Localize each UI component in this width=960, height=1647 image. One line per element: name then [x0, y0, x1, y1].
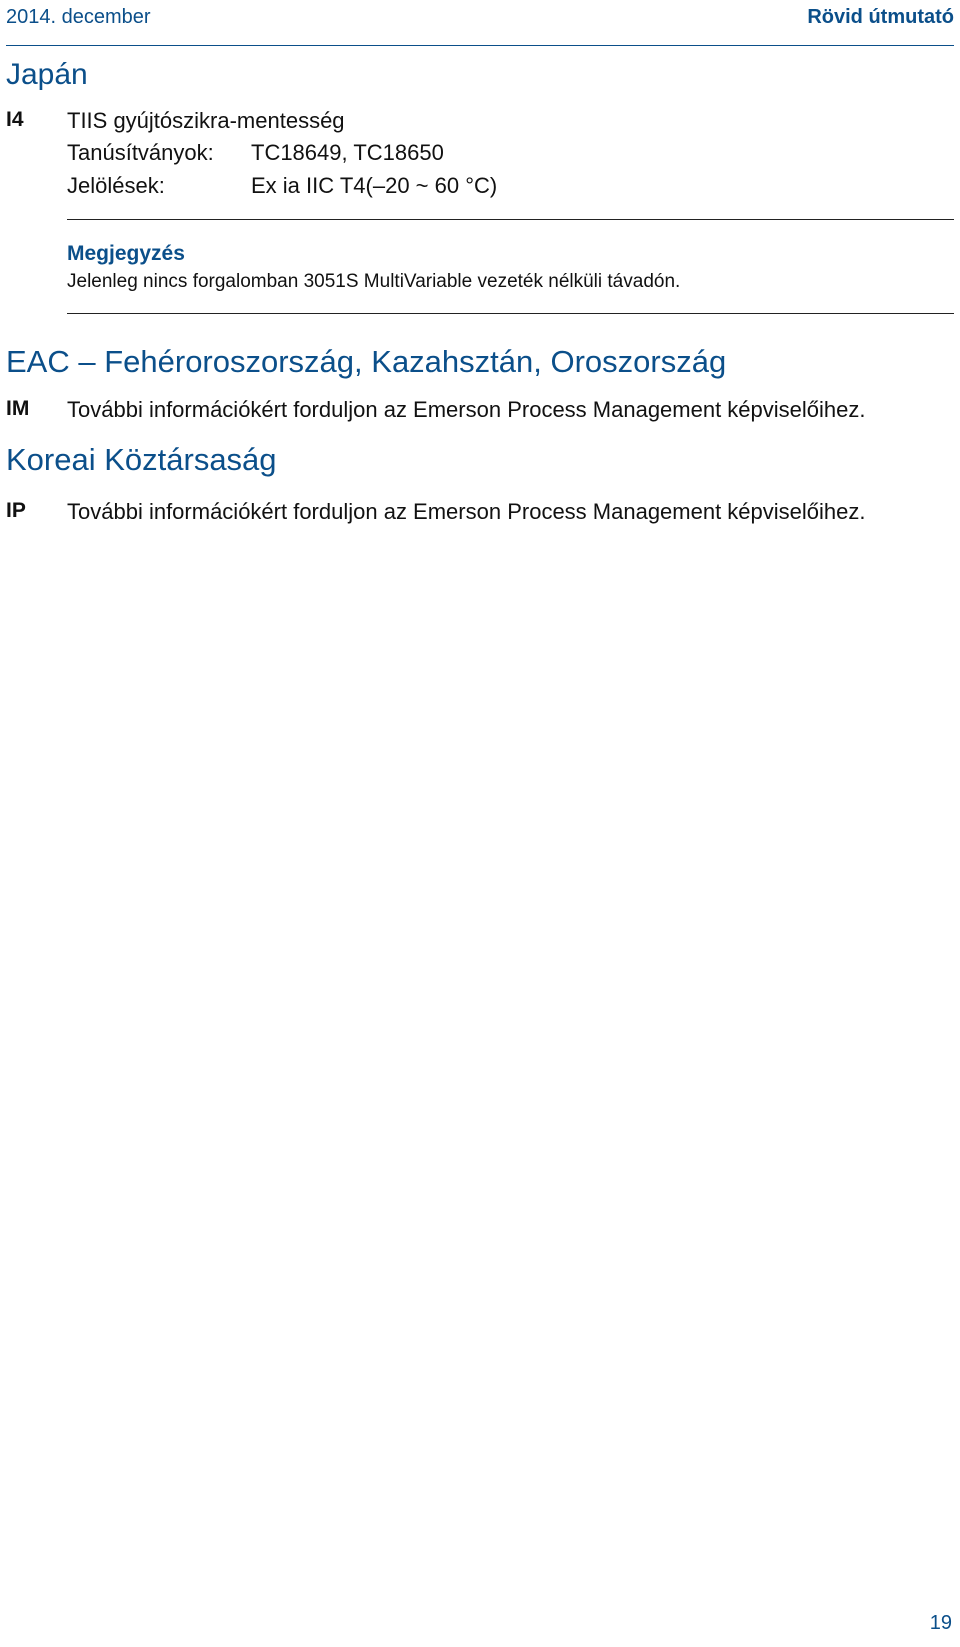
header-date: 2014. december	[6, 6, 151, 28]
markings-value: Ex ia IIC T4(–20 ~ 60 °C)	[251, 173, 498, 198]
note-title: Megjegyzés	[67, 242, 185, 265]
header-divider	[6, 45, 954, 46]
note-bottom-divider	[67, 313, 954, 314]
header-guide-title: Rövid útmutató	[807, 6, 954, 28]
section-title-eac: EAC – Fehéroroszország, Kazahsztán, Oroszország	[6, 344, 727, 379]
note-text: Jelenleg nincs forgalomban 3051S MultiVariable vezeték nélküli távadón.	[67, 271, 681, 292]
certification-code-i4: I4	[6, 108, 24, 131]
section-title-japan: Japán	[6, 58, 88, 91]
markings-label: Jelölések:	[67, 173, 165, 198]
certification-code-im: IM	[6, 397, 30, 420]
korea-contact-text: További információkért forduljon az Emerson Process Management képviselőihez.	[67, 499, 866, 524]
certificates-value: TC18649, TC18650	[251, 140, 444, 165]
certification-name-japan: TIIS gyújtószikra-mentesség	[67, 108, 345, 133]
certificates-label: Tanúsítványok:	[67, 140, 214, 165]
note-top-divider	[67, 219, 954, 220]
page-number: 19	[929, 1612, 952, 1634]
certification-code-ip: IP	[6, 499, 26, 522]
eac-contact-text: További információkért forduljon az Emerson Process Management képviselőihez.	[67, 397, 866, 422]
section-title-korea: Koreai Köztársaság	[6, 442, 277, 477]
